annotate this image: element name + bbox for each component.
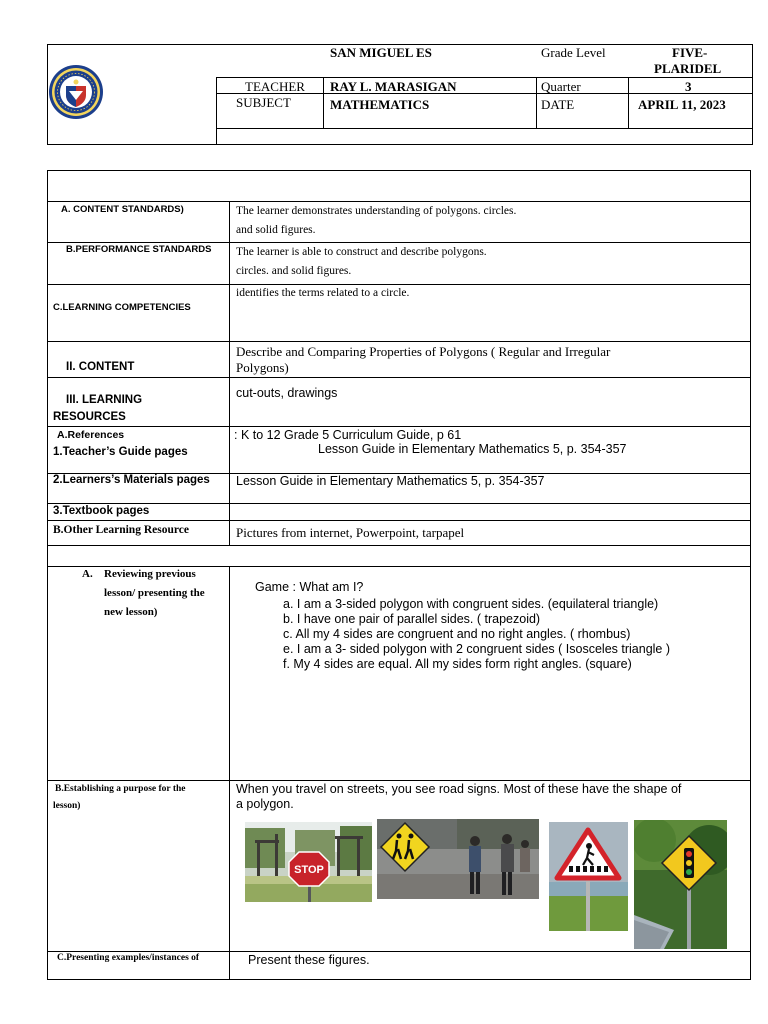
references-label-line1: A.References [57,429,125,441]
game-item: a. I am a 3-sided polygon with congruent sides. (equilateral triangle) [283,597,659,611]
other-resource-text: Pictures from internet, Powerpoint, tarpapel [236,525,465,540]
content-standards-label: A. CONTENT STANDARDS) [61,204,184,215]
reviewing-label-marker: A. [82,568,93,580]
content-standards-line2: and solid figures. [236,224,316,236]
subject-label: SUBJECT [236,95,291,110]
deped-seal-logo [48,64,104,120]
row-line [47,780,751,781]
purpose-label-line2: lesson) [53,801,81,811]
lesson-table-col-divider [229,201,230,545]
other-resource-label: B.Other Learning Resource [53,524,189,536]
header-row-line-1 [216,77,753,78]
traffic-signal-sign-photo [634,820,727,949]
subject-value: MATHEMATICS [330,97,430,112]
reviewing-label-line1: Reviewing previous [104,568,196,580]
reviewing-label-line3: new lesson) [104,606,158,618]
teachers-guide-label: 1.Teacher’s Guide pages [53,446,188,458]
row-line [47,520,751,521]
learning-resources-label-line1: III. LEARNING [66,394,143,406]
game-item: c. All my 4 sides are congruent and no right angles. ( rhombus) [283,627,631,641]
learning-resources-label-line2: RESOURCES [53,411,126,423]
learning-resources-text: cut-outs, drawings [236,386,338,400]
teacher-label: TEACHER [245,79,305,94]
performance-standards-line1: The learner is able to construct and describe polygons. [236,246,487,258]
purpose-label-line1: B.Establishing a purpose for the [55,784,186,794]
textbook-label: 3.Textbook pages [53,505,150,517]
content-line2: Polygons) [236,360,289,375]
learners-materials-text: Lesson Guide in Elementary Mathematics 5, p. 354-357 [236,474,545,488]
game-item: f. My 4 sides are equal. All my sides form right angles. (square) [283,657,632,671]
row-line [47,951,751,952]
row-line [47,545,751,546]
row-line [47,341,751,342]
purpose-line2: a polygon. [236,797,294,811]
game-title: Game : What am I? [255,580,364,594]
quarter-label: Quarter [541,79,581,94]
stop-sign-photo [245,822,372,902]
content-label: II. CONTENT [66,361,135,373]
date-value: APRIL 11, 2023 [638,97,726,112]
header-logo-divider [216,77,217,145]
performance-standards-label: B.PERFORMANCE STANDARDS [66,244,212,255]
presenting-label: C.Presenting examples/instances of [57,953,200,963]
row-line [47,242,751,243]
content-standards-line1: The learner demonstrates understanding of polygons. circles. [236,205,517,217]
grade-level-value-line1: FIVE- [672,45,708,60]
header-col-divider-3 [628,77,629,128]
grade-level-label: Grade Level [541,45,606,60]
quarter-value: 3 [685,79,692,94]
row-line [47,377,751,378]
header-col-divider-1 [323,77,324,128]
header-row-line-3 [216,128,753,129]
references-line1: : K to 12 Grade 5 Curriculum Guide, p 61 [234,428,462,442]
presenting-text: Present these figures. [248,953,370,967]
school-name: SAN MIGUEL ES [330,45,432,60]
date-label: DATE [541,97,575,112]
row-line [47,566,751,567]
lesson-table-col-divider-lower [229,566,230,980]
references-line2: Lesson Guide in Elementary Mathematics 5, p. 354-357 [318,442,627,456]
purpose-line1: When you travel on streets, you see road signs. Most of these have the shape of [236,782,682,796]
row-line [47,201,751,202]
teacher-value: RAY L. MARASIGAN [330,79,457,94]
reviewing-label-line2: lesson/ presenting the [104,587,205,599]
learning-competencies-label: C.LEARNING COMPETENCIES [53,302,191,313]
crossing-sign-photo [549,822,628,931]
content-line1: Describe and Comparing Properties of Polygons ( Regular and Irregular [236,344,611,359]
grade-level-value-line2: PLARIDEL [654,61,722,76]
row-line [47,284,751,285]
learners-materials-label: 2.Learners’s Materials pages [53,474,210,486]
row-line [47,503,751,504]
row-line [47,426,751,427]
stop-sign-text: STOP [294,864,324,876]
pedestrian-sign-photo [377,819,539,899]
game-item: e. I am a 3- sided polygon with 2 congruent sides ( Isosceles triangle ) [283,642,671,656]
learning-competencies-text: identifies the terms related to a circle. [236,287,410,299]
performance-standards-line2: circles. and solid figures. [236,265,352,277]
header-col-divider-2 [536,77,537,128]
game-item: b. I have one pair of parallel sides. ( trapezoid) [283,612,541,626]
